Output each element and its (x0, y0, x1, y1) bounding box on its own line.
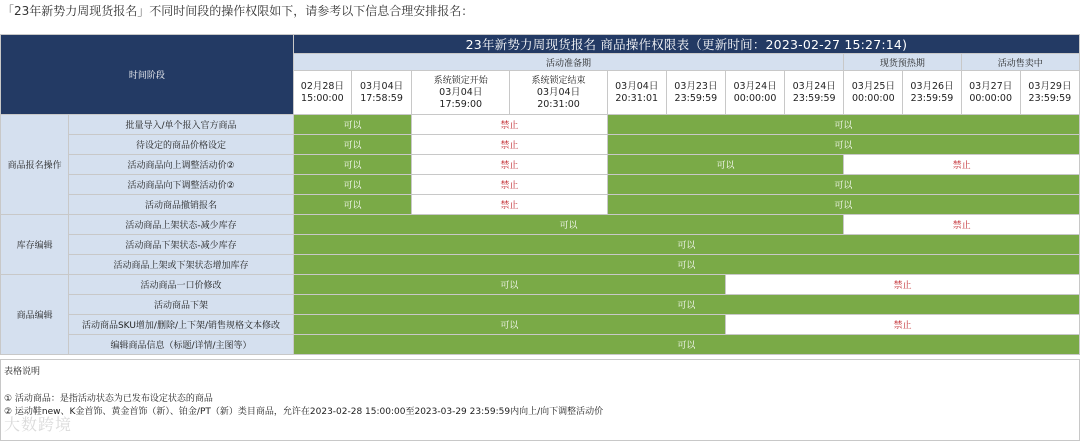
row-label: 活动商品下架 (69, 295, 294, 315)
date-col-6: 03月23日 23:59:59 (666, 71, 725, 115)
date-col-12: 03月29日 23:59:59 (1020, 71, 1079, 115)
cell-allowed: 可以 (607, 195, 1079, 215)
row-label: 编辑商品信息（标题/详情/主图等） (69, 335, 294, 355)
cell-forbidden: 禁止 (725, 275, 1079, 295)
date-col-7: 03月24日 00:00:00 (725, 71, 784, 115)
note-1: ① 活动商品：是指活动状态为已发布设定状态的商品 (4, 394, 213, 404)
row-label: 活动商品一口价修改 (69, 275, 294, 295)
watermark: 大数跨境 (4, 415, 73, 434)
row-label: 活动商品下架状态-减少库存 (69, 235, 294, 255)
group-inventory: 库存编辑 (1, 215, 69, 275)
table-notes (0, 359, 1080, 441)
date-col-10: 03月26日 23:59:59 (903, 71, 961, 115)
phase-prep: 活动准备期 (293, 54, 843, 71)
cell-forbidden: 禁止 (844, 215, 1080, 235)
table-title: 23年新势力周现货报名 商品操作权限表（更新时间：2023-02-27 15:27:14) (293, 35, 1079, 54)
row-label: 批量导入/单个报入官方商品 (69, 115, 294, 135)
phase-selling: 活动售卖中 (961, 54, 1079, 71)
cell-forbidden: 禁止 (412, 155, 608, 175)
cell-allowed: 可以 (293, 215, 843, 235)
row-label: 活动商品向上调整活动价② (69, 155, 294, 175)
row-label: 活动商品上架状态-减少库存 (69, 215, 294, 235)
cell-allowed: 可以 (607, 135, 1079, 155)
cell-allowed: 可以 (293, 255, 1079, 275)
row-label: 活动商品撤销报名 (69, 195, 294, 215)
cell-allowed: 可以 (607, 175, 1079, 195)
date-col-2: 03月04日 17:58:59 (351, 71, 411, 115)
date-col-11: 03月27日 00:00:00 (961, 71, 1020, 115)
cell-allowed: 可以 (607, 155, 844, 175)
cell-forbidden: 禁止 (412, 175, 608, 195)
note-2: ② 运动鞋new、K金首饰、黄金首饰（新）、铂金/PT（新）类目商品，允许在2023-02-28 15:00:00至2023-03-29 23:59:59内向上/向下调整活动价 (4, 407, 604, 417)
group-registration: 商品报名操作 (1, 115, 69, 215)
cell-allowed: 可以 (293, 235, 1079, 255)
date-col-4: 系统锁定结束 03月04日 20:31:00 (510, 71, 607, 115)
intro-text: 「23年新势力周现货报名」不同时间段的操作权限如下，请参考以下信息合理安排报名： (2, 4, 474, 18)
cell-forbidden: 禁止 (412, 135, 608, 155)
row-label: 活动商品SKU增加/删除/上下架/销售规格文本修改 (69, 315, 294, 335)
cell-forbidden: 禁止 (844, 155, 1080, 175)
cell-forbidden: 禁止 (725, 315, 1079, 335)
row-label: 活动商品上架或下架状态增加库存 (69, 255, 294, 275)
date-col-5: 03月04日 20:31:01 (607, 71, 666, 115)
cell-allowed: 可以 (293, 195, 411, 215)
cell-allowed: 可以 (293, 335, 1079, 355)
cell-allowed: 可以 (293, 135, 411, 155)
permission-table (0, 34, 1080, 355)
group-product-edit: 商品编辑 (1, 275, 69, 355)
date-col-9: 03月25日 00:00:00 (844, 71, 903, 115)
cell-allowed: 可以 (293, 175, 411, 195)
cell-forbidden: 禁止 (412, 115, 608, 135)
row-label: 活动商品向下调整活动价② (69, 175, 294, 195)
cell-allowed: 可以 (293, 295, 1079, 315)
cell-allowed: 可以 (293, 155, 411, 175)
phase-preheat: 现货预热期 (844, 54, 961, 71)
cell-allowed: 可以 (607, 115, 1079, 135)
date-col-3: 系统锁定开始 03月04日 17:59:00 (412, 71, 510, 115)
row-label: 待设定的商品价格设定 (69, 135, 294, 155)
cell-forbidden: 禁止 (412, 195, 608, 215)
date-col-1: 02月28日 15:00:00 (293, 71, 351, 115)
cell-allowed: 可以 (293, 315, 725, 335)
time-phase-header: 时间阶段 (1, 35, 294, 115)
cell-allowed: 可以 (293, 275, 725, 295)
date-col-8: 03月24日 23:59:59 (785, 71, 844, 115)
cell-allowed: 可以 (293, 115, 411, 135)
notes-title: 表格说明 (4, 367, 41, 377)
